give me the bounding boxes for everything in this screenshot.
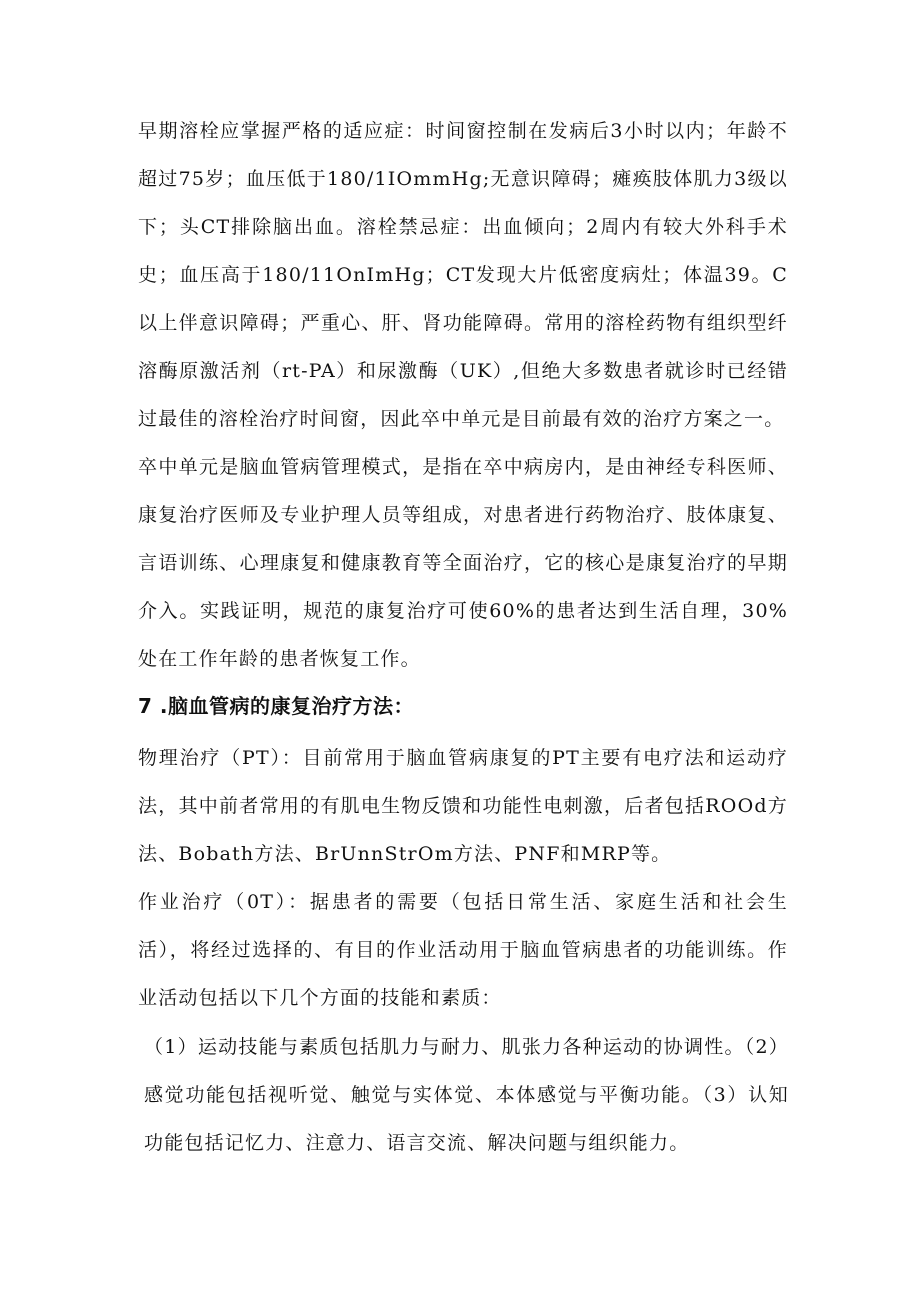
paragraph-occupational-therapy: 作业治疗（0T）：据患者的需要（包括日常生活、家庭生活和社会生活），将经过选择的、有目的作业活动用于脑血管病患者的功能训练。作业活动包括以下几个方面的技能和素质： <box>138 891 788 1009</box>
paragraph-physical-therapy: 物理治疗（PT）：目前常用于脑血管病康复的PT主要有电疗法和运动疗法，其中前者常用的有肌电生物反馈和功能性电刺激，后者包括ROOd方法、Bobath方法、BrUnnStrOm方法、PNF和MRP等。 <box>138 747 788 865</box>
paragraph-skill-list: （1）运动技能与素质包括肌力与耐力、肌张力各种运动的协调性。（2）感觉功能包括视听觉、触觉与实体觉、本体感觉与平衡功能。（3）认知功能包括记忆力、注意力、语言交流、解决问题与组织能力。 <box>144 1036 789 1154</box>
paragraph-stroke-unit: 卒中单元是脑血管病管理模式，是指在卒中病房内，是由神经专科医师、康复治疗医师及专业护理人员等组成，对患者进行药物治疗、肢体康复、言语训练、心理康复和健康教育等全面治疗，它的核心是康复治疗的早期介入。实践证明，规范的康复治疗可使60%的患者达到生活自理，30%处在工作年龄的患者恢复工作。 <box>138 456 788 670</box>
section-heading: 7 .脑血管病的康复治疗方法： <box>138 694 414 718</box>
paragraph-thrombolysis: 早期溶栓应掌握严格的适应症：时间窗控制在发病后3小时以内；年龄不超过75岁；血压低于180/1IOmmHg;无意识障碍；瘫痪肢体肌力3级以下；头CT排除脑出血。溶栓禁忌症：出血倾向；2周内有较大外科手术史；血压高于180/11OnImHg；CT发现大片低密度病灶；体温39。C以上伴意识障碍；严重心、肝、肾功能障碍。常用的溶栓药物有组织型纤溶酶原激活剂（rt-PA）和尿激酶（UK）,但绝大多数患者就诊时已经错过最佳的溶栓治疗时间窗，因此卒中单元是目前最有效的治疗方案之一。 <box>138 120 788 430</box>
